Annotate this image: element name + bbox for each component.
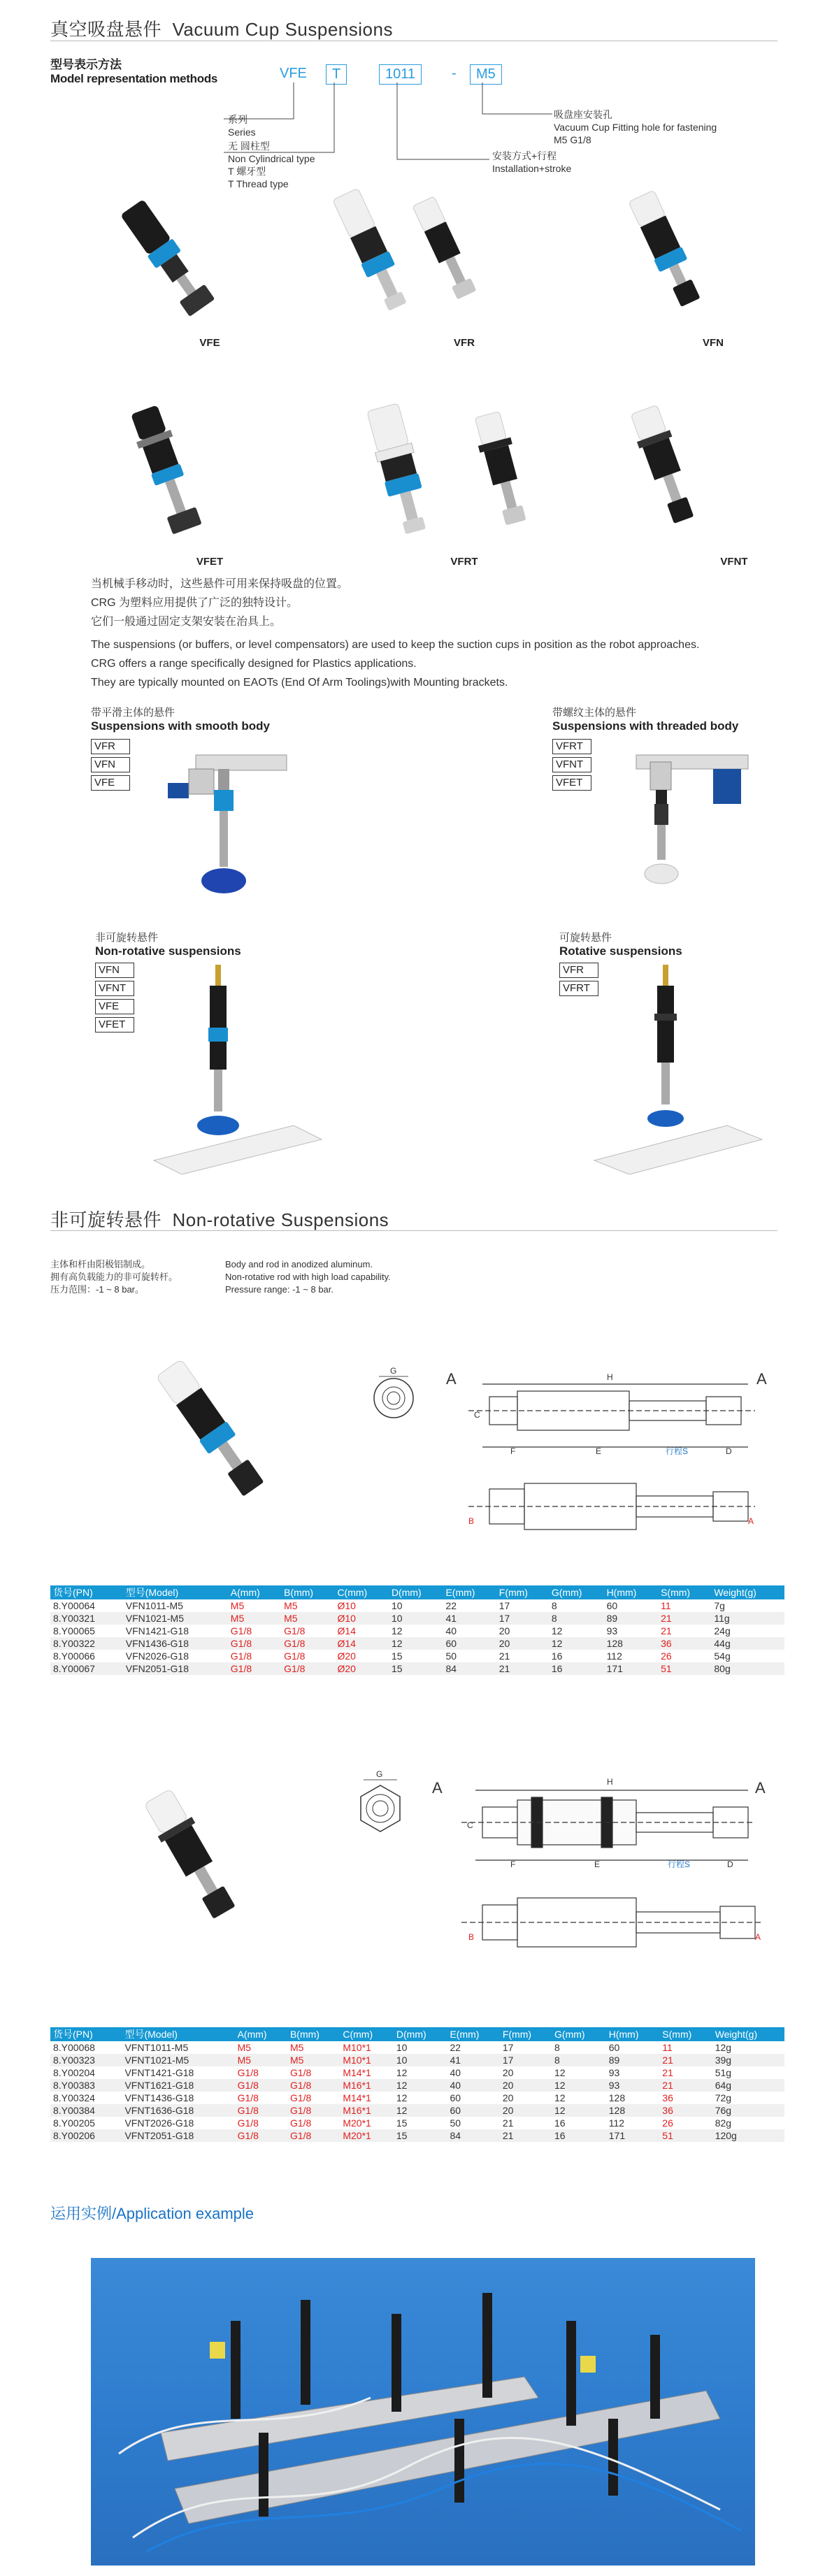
column-header: G(mm) xyxy=(552,2027,606,2041)
table-row xyxy=(50,1625,784,1637)
table-cell: 12 xyxy=(551,1625,563,1636)
nonrot-desc-en: Body and rod in anodized aluminum. Non-rotative rod with high load capability. Pressure range: -1 ~ 8 bar. xyxy=(225,1259,391,1295)
table-cell: 20 xyxy=(502,2067,514,2078)
table-cell: 21 xyxy=(496,1662,549,1675)
model-type-text: 无 圆柱型 Non Cylindrical type T 螺牙型 T Thread type xyxy=(228,141,315,189)
table-cell: G1/8 xyxy=(228,1662,281,1675)
diag1-label-e: E xyxy=(596,1446,602,1456)
column-header: B(mm) xyxy=(281,1585,334,1599)
product-label-vfr: VFR xyxy=(454,337,475,349)
table-cell: G1/8 xyxy=(287,2079,340,2092)
table-cell: G1/8 xyxy=(289,2067,312,2078)
table-cell: 8 xyxy=(554,2042,560,2053)
table-cell: 11g xyxy=(711,1612,784,1625)
table-cell: G1/8 xyxy=(287,2129,340,2142)
table-cell: 21 xyxy=(661,1625,672,1636)
product-image-vfe xyxy=(98,189,238,329)
table-cell: 36 xyxy=(659,2104,712,2117)
vfnt-end-view xyxy=(350,1769,412,1839)
table-row xyxy=(50,1662,784,1675)
diag1-label-a-left: A xyxy=(446,1370,457,1388)
table-cell: 21 xyxy=(658,1612,711,1625)
table-cell: 17 xyxy=(496,1612,549,1625)
table-cell: M5 xyxy=(289,2042,304,2053)
table-cell: G1/8 xyxy=(228,1637,281,1650)
column-header: 货号(PN) xyxy=(50,2027,122,2041)
table-cell: 60 xyxy=(606,1600,618,1611)
table-cell: M5 xyxy=(228,1612,281,1625)
category-threaded: 带螺纹主体的悬件 Suspensions with threaded body VFRT VFNT VFET xyxy=(552,705,738,793)
column-header: S(mm) xyxy=(658,1585,711,1599)
table-cell: 8.Y00065 xyxy=(53,1625,95,1636)
table-cell: VFNT2026-G18 xyxy=(124,2117,194,2129)
table-cell: VFNT1436-G18 xyxy=(124,2092,194,2103)
table-cell: VFN1421-G18 xyxy=(125,1625,189,1636)
table-cell: 21 xyxy=(498,1650,510,1662)
table-cell: 12 xyxy=(389,1637,443,1650)
spec-table-vfn xyxy=(50,1585,784,1675)
table-cell: Ø20 xyxy=(337,1650,356,1662)
table-cell: VFNT1021-M5 xyxy=(122,2054,234,2066)
table-row xyxy=(50,1650,784,1662)
diag2-label-b: B xyxy=(468,1932,475,1942)
diag1-label-a-right: A xyxy=(756,1370,767,1388)
nonrot-desc-cn: 主体和杆由阳极铝制成。 拥有高负载能力的非可旋转杆。 压力范围：-1 ~ 8 bar。 xyxy=(50,1259,178,1295)
table-cell: 12 xyxy=(549,1637,604,1650)
table-cell: M5 xyxy=(235,2054,287,2066)
table-cell: 21 xyxy=(502,2117,514,2129)
column-header: A(mm) xyxy=(228,1585,281,1599)
model-install-text: 安装方式+行程 Installation+stroke xyxy=(492,150,572,174)
diag1-label-g: G xyxy=(390,1367,397,1376)
table-cell: 10 xyxy=(394,2054,447,2066)
diag1-label-h: H xyxy=(607,1372,613,1382)
table-cell: M14*1 xyxy=(343,2067,371,2078)
table-cell: 21 xyxy=(659,2054,712,2066)
diag1-label-stroke: 行程S xyxy=(666,1446,689,1456)
table-cell: 8.Y00068 xyxy=(53,2042,95,2053)
table-cell: 89 xyxy=(606,2054,660,2066)
table-cell: 16 xyxy=(554,2117,566,2129)
table-cell: 50 xyxy=(450,2117,461,2129)
diag1-label-c: C xyxy=(474,1410,480,1420)
table-cell: 51 xyxy=(659,2129,712,2142)
table-cell: M16*1 xyxy=(340,2104,394,2117)
table-cell: G1/8 xyxy=(289,2117,312,2129)
intro-text: 当机械手移动时，这些悬件可用来保持吸盘的位置。 CRG 为塑料应用提供了广泛的独特设计。 它们一般通过固定支架安装在治具上。 The suspensions (or buffers, or level compensators) are used to keep the suction cups in position as the robot approaches. CRG offers a range specifically designed for Plastics applications. They are typically mounted on EAOTs (End Of Arm Toolings)with Mounting brackets. xyxy=(91,578,700,689)
diag2-label-d: D xyxy=(727,1859,733,1869)
table-cell: 60 xyxy=(608,2042,620,2053)
diag1-label-b: B xyxy=(468,1516,475,1526)
table-cell: G1/8 xyxy=(235,2104,287,2117)
table-cell: 76g xyxy=(712,2104,784,2117)
table-cell: 20 xyxy=(500,2079,552,2092)
application-photo xyxy=(91,2258,755,2566)
table-cell: 15 xyxy=(391,1650,403,1662)
table-cell: M10*1 xyxy=(343,2042,371,2053)
model-part-install: 1011 xyxy=(379,64,422,85)
column-header: 货号(PN) xyxy=(50,1585,123,1599)
table-cell: 21 xyxy=(659,2079,712,2092)
diag2-label-g: G xyxy=(376,1769,383,1779)
product-image-vfr xyxy=(322,182,496,329)
table-cell: 112 xyxy=(606,1650,622,1662)
table-cell: 64g xyxy=(712,2079,784,2092)
table-cell: VFNT1421-G18 xyxy=(124,2067,194,2078)
table-cell: 12 xyxy=(554,2092,566,2103)
table-row xyxy=(50,2079,784,2092)
application-photo-drawing xyxy=(91,2258,755,2566)
table-cell: G1/8 xyxy=(230,1650,252,1662)
smooth-mounting-image xyxy=(154,741,301,916)
table-header-row xyxy=(50,2027,784,2041)
table-cell: VFN1011-M5 xyxy=(125,1600,183,1611)
table-cell: 93 xyxy=(606,1625,618,1636)
table-cell: M14*1 xyxy=(343,2092,371,2103)
table-cell: G1/8 xyxy=(284,1625,306,1636)
table-row xyxy=(50,2092,784,2104)
product-label-vfrt: VFRT xyxy=(450,556,478,568)
table-cell: 41 xyxy=(447,2054,499,2066)
table-cell: 10 xyxy=(396,2042,408,2053)
table-cell: 10 xyxy=(391,1600,403,1611)
table-cell: 112 xyxy=(608,2117,625,2129)
table-cell: G1/8 xyxy=(235,2079,287,2092)
table-cell: 93 xyxy=(608,2067,620,2078)
table-cell: 26 xyxy=(662,2117,673,2129)
table-cell: 41 xyxy=(443,1612,496,1625)
table-row xyxy=(50,2054,784,2066)
model-series-text: 系列 Series xyxy=(228,114,256,138)
model-fitting-text: 吸盘座安装孔 Vacuum Cup Fitting hole for fastening M5 G1/8 xyxy=(554,109,717,145)
table-cell: 80g xyxy=(711,1662,784,1675)
diag2-label-e: E xyxy=(594,1859,601,1869)
table-cell: 12 xyxy=(391,1625,403,1636)
diag2-label-f: F xyxy=(510,1859,516,1869)
product-label-vfn: VFN xyxy=(703,337,724,349)
product-label-vfet: VFET xyxy=(196,556,224,568)
diag2-label-stroke: 行程S xyxy=(668,1859,691,1869)
table-cell: 82g xyxy=(715,2117,732,2129)
diag1-label-d: D xyxy=(726,1446,732,1456)
spec-table-vfnt xyxy=(50,2027,784,2142)
table-cell: M5 xyxy=(284,1600,298,1611)
nonrot-assembly-image xyxy=(140,958,336,1174)
table-cell: 40 xyxy=(447,2079,499,2092)
table-cell: M20*1 xyxy=(343,2117,371,2129)
table-cell: 39g xyxy=(712,2054,784,2066)
tag-nonrot-2: VFNT xyxy=(95,981,134,996)
table-cell: 16 xyxy=(551,1650,563,1662)
table-cell: 8.Y00064 xyxy=(53,1600,95,1611)
table-cell: 8.Y00206 xyxy=(50,2129,122,2142)
category-smooth: 带平滑主体的悬件 Suspensions with smooth body VFR VFN VFE xyxy=(91,705,270,793)
table-row xyxy=(50,1599,784,1612)
table-cell: VFN2051-G18 xyxy=(123,1662,228,1675)
table-cell: 21 xyxy=(500,2129,552,2142)
table-cell: 8.Y00204 xyxy=(53,2067,95,2078)
table-cell: 20 xyxy=(500,2104,552,2117)
table-cell: Ø14 xyxy=(334,1637,389,1650)
table-cell: 15 xyxy=(394,2129,447,2142)
product-image-vfrt xyxy=(343,398,594,559)
tag-nonrot-4: VFET xyxy=(95,1017,134,1032)
table-cell: VFNT1011-M5 xyxy=(124,2042,189,2053)
table-cell: G1/8 xyxy=(287,2104,340,2117)
table-cell: 15 xyxy=(389,1662,443,1675)
tag-nonrot-1: VFN xyxy=(95,963,134,978)
table-cell: G1/8 xyxy=(237,2092,259,2103)
table-cell: 54g xyxy=(714,1650,731,1662)
column-header: D(mm) xyxy=(389,1585,443,1599)
table-cell: 12 xyxy=(396,2067,408,2078)
table-row xyxy=(50,2117,784,2129)
table-cell: 26 xyxy=(661,1650,672,1662)
tag-rot-2: VFRT xyxy=(559,981,598,996)
table-cell: 20 xyxy=(496,1637,549,1650)
table-row xyxy=(50,2104,784,2117)
column-header: Weight(g) xyxy=(712,2027,784,2041)
table-cell: 8.Y00324 xyxy=(53,2092,95,2103)
tag-rot-1: VFR xyxy=(559,963,598,978)
table-cell: Ø10 xyxy=(334,1612,389,1625)
column-header: E(mm) xyxy=(447,2027,499,2041)
table-cell: 10 xyxy=(389,1612,443,1625)
column-header: F(mm) xyxy=(496,1585,549,1599)
vfnt-side-drawing xyxy=(426,1772,776,1982)
column-header: F(mm) xyxy=(500,2027,552,2041)
threaded-mounting-image xyxy=(622,741,769,916)
table-cell: G1/8 xyxy=(281,1637,334,1650)
table-cell: 84 xyxy=(447,2129,499,2142)
model-part-dash: - xyxy=(452,66,457,81)
diag2-label-a-left: A xyxy=(432,1779,443,1797)
table-cell: G1/8 xyxy=(237,2117,259,2129)
table-cell: 12 xyxy=(554,2067,566,2078)
table-cell: 17 xyxy=(498,1600,510,1611)
table-cell: 17 xyxy=(500,2054,552,2066)
column-header: A(mm) xyxy=(235,2027,287,2041)
table-cell: 40 xyxy=(450,2067,461,2078)
diag1-label-a-bottom: A xyxy=(748,1516,754,1526)
table-cell: 8.Y00323 xyxy=(50,2054,122,2066)
table-row xyxy=(50,2041,784,2054)
table-cell: 8.Y00067 xyxy=(50,1662,123,1675)
table-cell: 51g xyxy=(715,2067,732,2078)
table-cell: 8.Y00322 xyxy=(50,1637,123,1650)
column-header: D(mm) xyxy=(394,2027,447,2041)
table-cell: 22 xyxy=(450,2042,461,2053)
tag-threaded-3: VFET xyxy=(552,775,591,791)
tag-nonrot-3: VFE xyxy=(95,999,134,1014)
table-cell: 44g xyxy=(711,1637,784,1650)
table-row xyxy=(50,1637,784,1650)
table-row xyxy=(50,2129,784,2142)
table-cell: 72g xyxy=(715,2092,732,2103)
table-cell: 36 xyxy=(662,2092,673,2103)
column-header: H(mm) xyxy=(606,2027,660,2041)
page-title: 真空吸盘悬件 Vacuum Cup Suspensions xyxy=(50,19,393,40)
table-cell: G1/8 xyxy=(281,1662,334,1675)
table-cell: 40 xyxy=(445,1625,457,1636)
table-cell: 20 xyxy=(498,1625,510,1636)
table-cell: 20 xyxy=(502,2092,514,2103)
table-cell: 8 xyxy=(549,1612,604,1625)
table-header-row xyxy=(50,1585,784,1599)
tag-smooth-3: VFE xyxy=(91,775,130,791)
table-cell: 8.Y00066 xyxy=(53,1650,95,1662)
table-cell: 12 xyxy=(396,2092,408,2103)
table-cell: 11 xyxy=(662,2042,673,2053)
table-cell: Ø20 xyxy=(334,1662,389,1675)
vfn-product-image xyxy=(126,1353,308,1527)
table-cell: G1/8 xyxy=(230,1625,252,1636)
table-cell: Ø10 xyxy=(337,1600,356,1611)
table-cell: M5 xyxy=(287,2054,340,2066)
table-cell: 12g xyxy=(715,2042,732,2053)
tag-threaded-1: VFRT xyxy=(552,739,591,754)
table-cell: M16*1 xyxy=(340,2079,394,2092)
table-row xyxy=(50,1612,784,1625)
table-cell: 15 xyxy=(396,2117,408,2129)
table-cell: 8.Y00384 xyxy=(50,2104,122,2117)
column-header: S(mm) xyxy=(659,2027,712,2041)
table-cell: 171 xyxy=(606,2129,660,2142)
table-cell: 12 xyxy=(552,2104,606,2117)
table-cell: 93 xyxy=(606,2079,660,2092)
table-cell: 36 xyxy=(658,1637,711,1650)
column-header: H(mm) xyxy=(604,1585,659,1599)
table-cell: 8.Y00321 xyxy=(50,1612,123,1625)
table-cell: 60 xyxy=(447,2104,499,2117)
column-header: Weight(g) xyxy=(711,1585,784,1599)
diag2-label-a-bottom: A xyxy=(755,1932,761,1942)
table-cell: 60 xyxy=(443,1637,496,1650)
table-cell: 8.Y00383 xyxy=(50,2079,122,2092)
table-cell: VFN1436-G18 xyxy=(123,1637,228,1650)
table-cell: 12 xyxy=(552,2079,606,2092)
nonrot-section-title: 非可旋转悬件 Non-rotative Suspensions xyxy=(50,1209,389,1230)
table-cell: 21 xyxy=(662,2067,673,2078)
table-cell: G1/8 xyxy=(284,1650,306,1662)
category-nonrot: 非可旋转悬件 Non-rotative suspensions VFN VFNT VFE VFET xyxy=(95,930,241,1035)
table-cell: Ø14 xyxy=(337,1625,356,1636)
table-cell: VFNT1621-G18 xyxy=(122,2079,234,2092)
column-header: G(mm) xyxy=(549,1585,604,1599)
diag1-label-f: F xyxy=(510,1446,516,1456)
table-cell: 51 xyxy=(658,1662,711,1675)
model-part-series: VFE xyxy=(280,66,307,81)
category-rot: 可旋转悬件 Rotative suspensions VFR VFRT xyxy=(559,930,682,999)
table-cell: 16 xyxy=(549,1662,604,1675)
column-header: B(mm) xyxy=(287,2027,340,2041)
column-header: 型号(Model) xyxy=(123,1585,228,1599)
product-label-vfe: VFE xyxy=(199,337,220,349)
table-cell: VFN2026-G18 xyxy=(125,1650,189,1662)
table-cell: 22 xyxy=(445,1600,457,1611)
table-cell: VFN1021-M5 xyxy=(123,1612,228,1625)
vfn-side-drawing xyxy=(440,1363,776,1573)
diag2-label-h: H xyxy=(607,1777,613,1787)
table-cell: M5 xyxy=(230,1600,245,1611)
vfnt-product-image xyxy=(105,1786,287,1947)
table-cell: 120g xyxy=(712,2129,784,2142)
product-image-vfn xyxy=(601,183,734,323)
product-image-vfnt xyxy=(601,398,734,552)
column-header: E(mm) xyxy=(443,1585,496,1599)
table-cell: G1/8 xyxy=(235,2129,287,2142)
table-cell: 89 xyxy=(604,1612,659,1625)
table-cell: 12 xyxy=(394,2079,447,2092)
nonrot-divider xyxy=(50,1230,777,1231)
table-cell: M10*1 xyxy=(340,2054,394,2066)
table-cell: M5 xyxy=(237,2042,252,2053)
table-cell: 16 xyxy=(552,2129,606,2142)
table-cell: VFNT1636-G18 xyxy=(122,2104,234,2117)
table-cell: 128 xyxy=(604,1637,659,1650)
table-cell: 50 xyxy=(445,1650,457,1662)
tag-smooth-2: VFN xyxy=(91,757,130,772)
diag2-label-a-right: A xyxy=(755,1779,766,1797)
column-header: C(mm) xyxy=(340,2027,394,2041)
table-cell: 24g xyxy=(714,1625,731,1636)
table-cell: 7g xyxy=(714,1600,725,1611)
table-cell: 12 xyxy=(394,2104,447,2117)
application-title: 运用实例/Application example xyxy=(50,2205,254,2222)
rot-assembly-image xyxy=(587,958,769,1174)
model-part-fitting: M5 xyxy=(470,64,502,85)
table-cell: VFNT2051-G18 xyxy=(122,2129,234,2142)
table-cell: 17 xyxy=(502,2042,514,2053)
table-cell: 60 xyxy=(450,2092,461,2103)
table-cell: 8 xyxy=(552,2054,606,2066)
table-cell: 128 xyxy=(606,2104,660,2117)
product-label-vfnt: VFNT xyxy=(720,556,748,568)
table-cell: M5 xyxy=(281,1612,334,1625)
table-cell: 84 xyxy=(443,1662,496,1675)
table-cell: G1/8 xyxy=(237,2067,259,2078)
column-header: 型号(Model) xyxy=(122,2027,234,2041)
table-cell: 11 xyxy=(661,1600,671,1611)
table-cell: 171 xyxy=(604,1662,659,1675)
table-row xyxy=(50,2066,784,2079)
vfn-end-view xyxy=(371,1367,419,1423)
diag2-label-c: C xyxy=(467,1820,473,1830)
table-cell: M20*1 xyxy=(340,2129,394,2142)
tag-smooth-1: VFR xyxy=(91,739,130,754)
table-cell: 8 xyxy=(551,1600,557,1611)
model-heading: 型号表示方法 Model representation methods xyxy=(50,58,218,85)
column-header: C(mm) xyxy=(334,1585,389,1599)
table-cell: 128 xyxy=(608,2092,626,2103)
table-cell: G1/8 xyxy=(289,2092,312,2103)
product-image-vfet xyxy=(98,398,238,552)
model-part-type: T xyxy=(326,64,347,85)
tag-threaded-2: VFNT xyxy=(552,757,591,772)
table-cell: 8.Y00205 xyxy=(53,2117,95,2129)
